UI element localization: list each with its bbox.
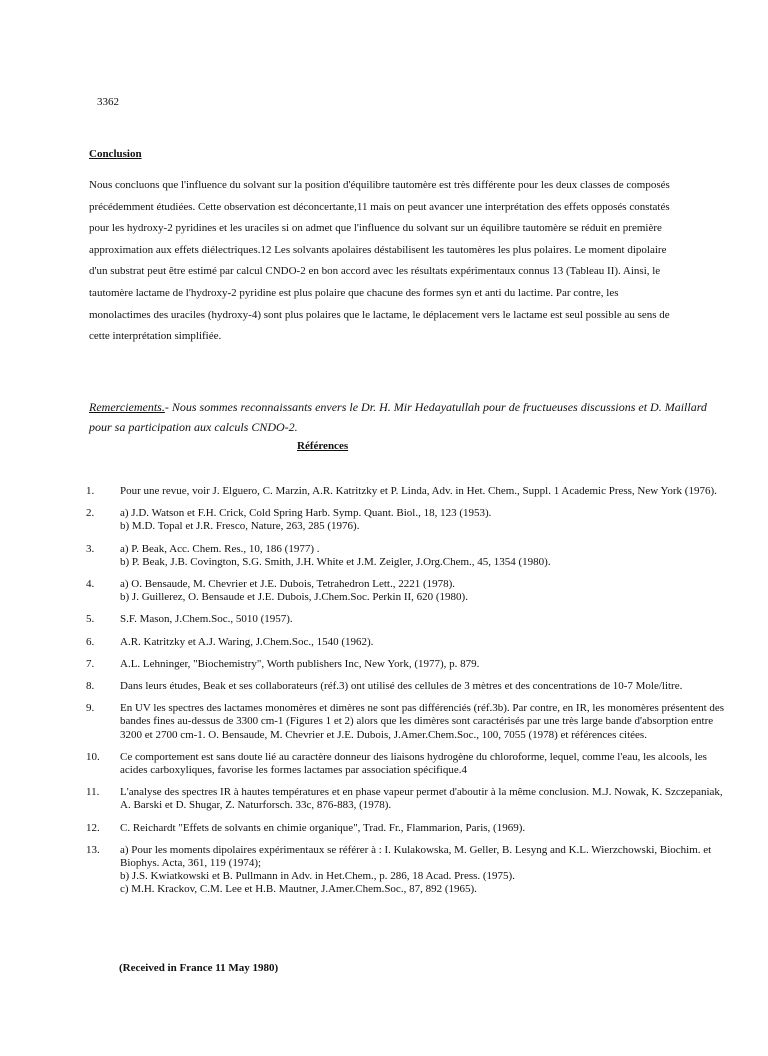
reference-number: 11. bbox=[86, 786, 100, 799]
reference-number: 3. bbox=[86, 542, 95, 555]
reference-number: 2. bbox=[86, 507, 95, 520]
reference-item bbox=[86, 822, 726, 835]
reference-item bbox=[86, 578, 726, 604]
reference-text: C. Reichardt "Effets de solvants en chimie organique", Trad. Fr., Flammarion, Paris, (1969). bbox=[120, 821, 526, 834]
reference-number: 10. bbox=[86, 750, 100, 763]
conclusion-heading: Conclusion bbox=[89, 148, 142, 160]
reference-number: 7. bbox=[86, 657, 95, 670]
reference-text: S.F. Mason, J.Chem.Soc., 5010 (1957). bbox=[120, 613, 293, 626]
reference-item bbox=[86, 658, 726, 671]
reference-number: 1. bbox=[86, 485, 95, 497]
reference-text: L'analyse des spectres IR à hautes températures et en phase vapeur permet d'aboutir à la même conclusion. M.J. Nowak, K. Szczepaniak, A. Barski et D. Shugar, Z. Naturforsch. 33c, 876-883, (1978). bbox=[120, 786, 723, 812]
reference-text: A.R. Katritzky et A.J. Waring, J.Chem.Soc., 1540 (1962). bbox=[120, 635, 374, 648]
references-list bbox=[86, 485, 726, 906]
reference-text: a) J.D. Watson et F.H. Crick, Cold Spring Harb. Symp. Quant. Biol., 18, 123 (1953). b) M.D. Topal et J.R. Fresco, Nature, 263, 285 (1976). bbox=[120, 507, 492, 533]
reference-number: 9. bbox=[86, 702, 95, 715]
reference-item bbox=[86, 485, 726, 498]
reference-number: 5. bbox=[86, 613, 95, 626]
references-heading: Références bbox=[297, 440, 349, 452]
reference-text: a) Pour les moments dipolaires expérimentaux se référer à : I. Kulakowska, M. Geller, B. Lesyng and K.L. Wierzchowski, Biochim. et Biophys. Acta, 361, 119 (1974); b) J.S. Kwiatkowski et B. Pullmann in Adv. in Het.Chem., p. 286, 18 Acad. Press. (1975). c) M.H. Krackov, C.M. Lee et H.B. Mautner, J.Amer.Chem.Soc., 87, 892 (1965). bbox=[120, 843, 712, 896]
acknowledgements-heading: Remerciements. bbox=[89, 400, 165, 414]
reference-text: A.L. Lehninger, "Biochemistry", Worth publishers Inc, New York, (1977), p. 879. bbox=[120, 657, 480, 670]
reference-text: Dans leurs études, Beak et ses collaborateurs (réf.3) ont utilisé des cellules de 3 mètres et des concentrations de 10-7 Mole/litre. bbox=[120, 680, 683, 693]
reference-item bbox=[86, 844, 726, 897]
reference-item bbox=[86, 543, 726, 569]
reference-number: 6. bbox=[86, 635, 95, 648]
reference-item bbox=[86, 751, 726, 777]
reference-item bbox=[86, 613, 726, 626]
reference-number: 13. bbox=[86, 843, 100, 856]
acknowledgements bbox=[89, 397, 709, 437]
reference-item bbox=[86, 702, 726, 742]
reference-number: 12. bbox=[86, 821, 100, 834]
reference-text: a) P. Beak, Acc. Chem. Res., 10, 186 (1977) . b) P. Beak, J.B. Covington, S.G. Smith, J.H. White et J.M. Zeigler, J.Org.Chem., 45, 1354 (1980). bbox=[120, 542, 551, 568]
conclusion-paragraph: Nous concluons que l'influence du solvant sur la position d'équilibre tautomère est très différente pour les deux classes de composés précédemment étudiées. Cette observation est déconcertante,11 mais on peut avancer une interprétation des effets opposés constatés pour les hydroxy-2 pyridines et les uraciles si on admet que l'influence du solvant sur un équilibre tautomère se réduit en première approximation aux effets diélectriques.12 Les solvants apolaires déstabilisent les tautomères les plus polaires. Le moment dipolaire d'un substrat peut être estimé par calcul CNDO-2 en bon accord avec les résultats expérimentaux connus 13 (Tableau II). Ainsi, le tautomère lactame de l'hydroxy-2 pyridine est plus polaire que chacune des formes syn et anti du lactime. Par contre, les monolactimes des uraciles (hydroxy-4) sont plus polaires que le lactame, le déplacement vers le lactame est seul possible au sens de cette interprétation simplifiée. bbox=[89, 179, 670, 343]
reference-number: 4. bbox=[86, 578, 95, 591]
reference-item bbox=[86, 680, 726, 693]
reference-item bbox=[86, 636, 726, 649]
page-number: 3362 bbox=[97, 96, 119, 108]
reference-item bbox=[86, 507, 726, 533]
reference-text: Ce comportement est sans doute lié au caractère donneur des liaisons hydrogène du chloroforme, lequel, comme l'eau, les alcools, les acides carboxyliques, favorise les formes lactames par association spécifique.4 bbox=[120, 750, 707, 777]
reference-text: a) O. Bensaude, M. Chevrier et J.E. Dubois, Tetrahedron Lett., 2221 (1978). b) J. Guillerez, O. Bensaude et J.E. Dubois, J.Chem.Soc. Perkin II, 620 (1980). bbox=[120, 578, 468, 604]
acknowledgements-text: - Nous sommes reconnaissants envers le Dr. H. Mir Hedayatullah pour de fructueuses discussions et D. Maillard pour sa participation aux calculs CNDO-2. bbox=[89, 400, 707, 434]
received-note: (Received in France 11 May 1980) bbox=[119, 962, 279, 974]
reference-item bbox=[86, 786, 726, 812]
reference-number: 8. bbox=[86, 680, 95, 693]
reference-text: Pour une revue, voir J. Elguero, C. Marzin, A.R. Katritzky et P. Linda, Adv. in Het. Chem., Suppl. 1 Academic Press, New York (1976). bbox=[120, 485, 717, 497]
reference-text: En UV les spectres des lactames monomères et dimères ne sont pas différenciés (réf.3b). Par contre, en IR, les monomères présentent des bandes fines au-dessus de 3300 cm-1 (Figures 1 et 2) alors que les dimères sont caractérisés par une très large bande d'absorption entre 3200 et 2700 cm-1. O. Bensaude, M. Chevrier et J.E. Dubois, J.Amer.Chem.Soc., 100, 7055 (1978) et références citées. bbox=[120, 702, 725, 741]
